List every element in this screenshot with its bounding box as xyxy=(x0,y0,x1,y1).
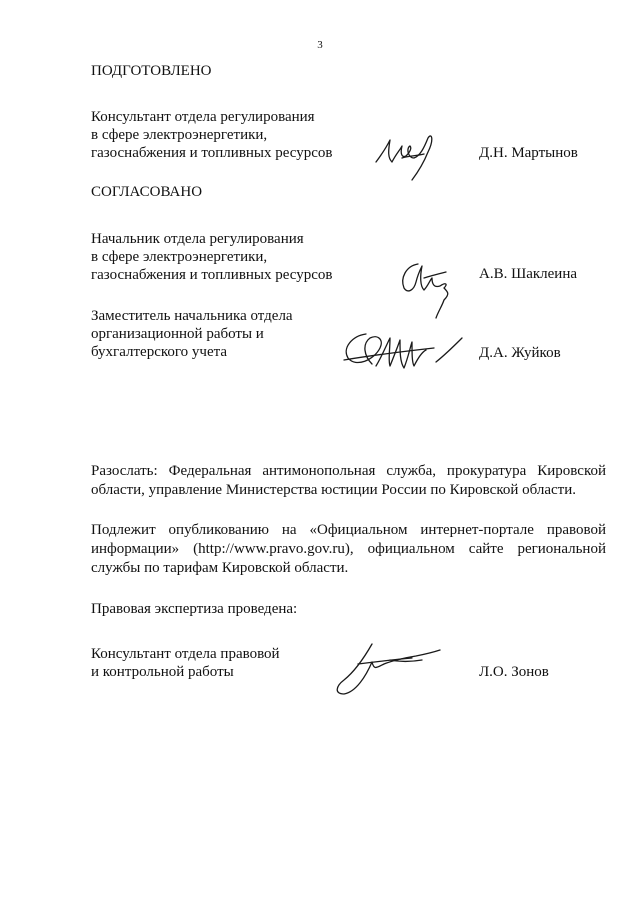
publication-paragraph: Подлежит опубликованию на «Официальном интернет-портале правовой информации» (http://www.pravo.gov.ru), официальном сайте региональной службы по тарифам Кировской области. xyxy=(91,522,606,576)
position-line: в сфере электроэнергетики, xyxy=(91,249,268,265)
agreed-name-1: А.В. Шаклеина xyxy=(479,266,578,282)
agreed-name-2: Д.А. Жуйков xyxy=(479,345,561,361)
position-line: и контрольной работы xyxy=(91,664,234,680)
legal-review-heading: Правовая экспертиза проведена: xyxy=(91,601,298,617)
legal-review-position xyxy=(91,645,280,681)
agreed-heading: СОГЛАСОВАНО xyxy=(91,184,203,200)
position-line: Начальник отдела регулирования xyxy=(91,231,304,247)
position-line: бухгалтерского учета xyxy=(91,344,228,360)
prepared-position xyxy=(91,108,333,162)
position-line: Консультант отдела регулирования xyxy=(91,109,315,125)
legal-review-name: Л.О. Зонов xyxy=(479,664,549,680)
position-line: Заместитель начальника отдела xyxy=(91,308,293,324)
signature-martynov xyxy=(372,128,452,188)
distribution-paragraph: Разослать: Федеральная антимонопольная служба, прокуратура Кировской области, управление Министерства юстиции России по Кировской области. xyxy=(91,463,606,498)
prepared-name: Д.Н. Мартынов xyxy=(479,145,578,161)
position-line: газоснабжения и топливных ресурсов xyxy=(91,145,333,161)
position-line: Консультант отдела правовой xyxy=(91,646,280,662)
signature-zonov xyxy=(330,640,450,700)
agreed-position-2 xyxy=(91,307,293,361)
position-line: организационной работы и xyxy=(91,326,264,342)
page-number: 3 xyxy=(317,39,323,51)
agreed-position-1 xyxy=(91,230,333,284)
signature-shakleina xyxy=(396,256,466,324)
prepared-heading: ПОДГОТОВЛЕНО xyxy=(91,63,212,79)
position-line: газоснабжения и топливных ресурсов xyxy=(91,267,333,283)
position-line: в сфере электроэнергетики, xyxy=(91,127,268,143)
signature-zhuikov xyxy=(338,326,468,376)
